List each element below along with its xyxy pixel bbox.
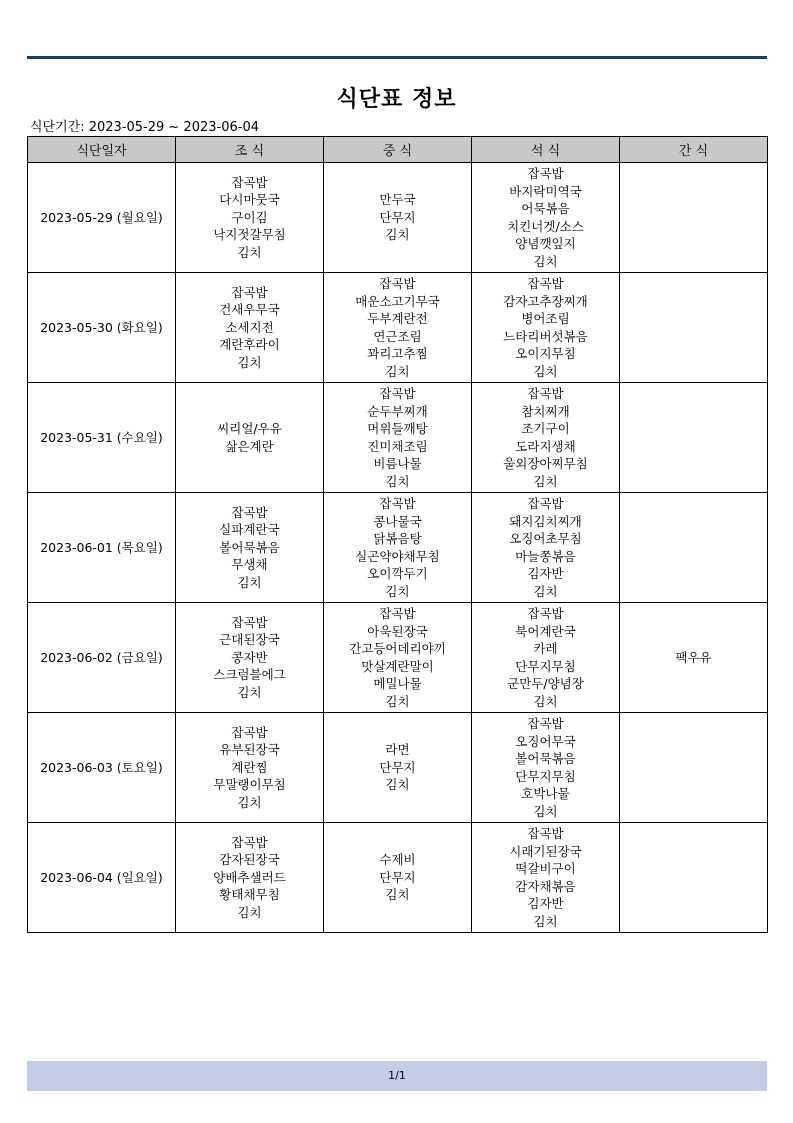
menu-item: 맛살계란말이: [361, 658, 434, 674]
snack-cell: [620, 603, 768, 713]
menu-item: 잡곡밥: [379, 496, 416, 511]
menu-item: 잡곡밥: [231, 284, 268, 300]
menu-item: 바지락미역국: [509, 183, 582, 199]
menu-item: 잡곡밥: [231, 724, 268, 740]
top-divider-line: [27, 56, 767, 59]
menu-item: 김자반: [527, 896, 564, 911]
menu-item: 팩우유: [675, 649, 712, 665]
menu-item: 무말랭이무침: [213, 777, 286, 793]
menu-item: 병어조림: [521, 311, 570, 326]
menu-item: 오징어초무침: [509, 531, 582, 546]
snack-cell: [620, 273, 768, 383]
table-row: [28, 713, 768, 823]
menu-item: 잡곡밥: [527, 716, 564, 731]
menu-item: 머위들깨탕: [367, 421, 428, 436]
snack-cell: [620, 823, 768, 933]
menu-item: 잡곡밥: [527, 386, 564, 401]
menu-item: 실곤약야채무침: [355, 548, 440, 564]
breakfast-cell: [176, 383, 324, 493]
menu-item: 감자채볶음: [515, 878, 576, 894]
menu-item: 잡곡밥: [379, 276, 416, 291]
lunch-cell: [324, 493, 472, 603]
header-lunch: 중 식: [324, 137, 472, 163]
breakfast-cell: [176, 493, 324, 603]
date-cell: 2023-06-04 (일요일): [28, 823, 176, 933]
menu-item: 아욱된장국: [367, 623, 428, 639]
menu-item: 양념깻잎지: [515, 236, 576, 251]
menu-item: 단무지무침: [515, 658, 576, 674]
snack-cell: [620, 163, 768, 273]
menu-item: 건새우무국: [219, 302, 280, 318]
menu-item: 매운소고기무국: [355, 293, 440, 309]
menu-item: 연근조림: [373, 328, 422, 344]
menu-item: 잡곡밥: [527, 166, 564, 181]
menu-item: 두부계란전: [367, 311, 428, 326]
menu-item: 김치: [533, 913, 558, 929]
page-indicator: 1/1: [388, 1069, 406, 1082]
header-dinner: 석 식: [472, 137, 620, 163]
snack-cell: [620, 383, 768, 493]
menu-item: 양배추샐러드: [213, 869, 286, 885]
menu-item: 구이김: [231, 209, 268, 225]
menu-item: 군만두/양념장: [507, 676, 584, 691]
menu-item: 감자고추장찌개: [503, 293, 588, 309]
menu-item: 김치: [385, 693, 410, 709]
menu-item: 볼어묵볶음: [219, 539, 280, 555]
menu-item: 콩자반: [231, 649, 268, 665]
menu-item: 스크럼블에그: [213, 667, 286, 683]
table-row: [28, 493, 768, 603]
menu-item: 낙지젓갈무침: [213, 227, 286, 243]
menu-item: 조기구이: [521, 421, 570, 436]
menu-item: 무생채: [231, 557, 268, 573]
menu-item: 김치: [237, 684, 262, 700]
menu-item: 떡갈비구이: [515, 861, 576, 876]
page-footer: [27, 1061, 767, 1091]
table-row: [28, 823, 768, 933]
menu-item: 김치: [533, 803, 558, 819]
menu-item: 단무지무침: [515, 768, 576, 784]
breakfast-cell: [176, 823, 324, 933]
menu-item: 김치: [385, 887, 410, 903]
table-row: [28, 603, 768, 713]
menu-item: 삶은계란: [225, 438, 274, 454]
menu-item: 황태채무침: [219, 887, 280, 903]
menu-item: 잡곡밥: [231, 614, 268, 630]
lunch-cell: [324, 163, 472, 273]
menu-item: 울외장아찌무침: [503, 456, 588, 471]
header-row: [28, 137, 768, 163]
menu-item: 치킨너겟/소스: [507, 218, 584, 234]
menu-item: 실파계란국: [219, 522, 280, 538]
menu-item: 참치찌개: [521, 403, 570, 419]
dinner-cell: [472, 163, 620, 273]
menu-item: 호박나물: [521, 786, 570, 801]
menu-item: 김치: [533, 583, 558, 599]
menu-item: 단무지: [379, 869, 416, 885]
menu-item: 소세지전: [225, 319, 274, 335]
menu-item: 메밀나물: [373, 676, 422, 691]
menu-item: 카레: [533, 641, 558, 656]
menu-item: 간고등어데리야끼: [349, 641, 446, 656]
menu-item: 씨리얼/우유: [217, 421, 282, 436]
menu-item: 마늘쫑볶음: [515, 548, 576, 564]
lunch-cell: [324, 383, 472, 493]
menu-table-body: [28, 163, 768, 933]
dinner-cell: [472, 273, 620, 383]
date-cell: 2023-06-01 (목요일): [28, 493, 176, 603]
menu-item: 김치: [385, 777, 410, 793]
menu-item: 시래기된장국: [509, 843, 582, 859]
menu-item: 근대된장국: [219, 632, 280, 648]
menu-item: 수제비: [379, 852, 416, 868]
menu-item: 잡곡밥: [231, 834, 268, 850]
snack-cell: [620, 713, 768, 823]
menu-item: 김치: [237, 574, 262, 590]
menu-item: 북어계란국: [515, 623, 576, 639]
menu-item: 감자된장국: [219, 852, 280, 868]
menu-item: 오이지무침: [515, 346, 576, 361]
date-cell: 2023-06-02 (금요일): [28, 603, 176, 713]
menu-item: 김자반: [527, 566, 564, 581]
lunch-cell: [324, 273, 472, 383]
breakfast-cell: [176, 273, 324, 383]
dinner-cell: [472, 603, 620, 713]
menu-item: 꽈리고추찜: [367, 346, 428, 361]
header-snack: 간 식: [620, 137, 768, 163]
menu-item: 계란후라이: [219, 337, 280, 353]
menu-item: 유부된장국: [219, 742, 280, 758]
menu-item: 라면: [385, 742, 410, 758]
menu-item: 잡곡밥: [379, 606, 416, 621]
menu-table: [27, 136, 768, 933]
menu-item: 진미채조림: [367, 438, 428, 454]
menu-item: 잡곡밥: [231, 174, 268, 190]
menu-item: 잡곡밥: [527, 276, 564, 291]
menu-item: 콩나물국: [373, 513, 422, 529]
lunch-cell: [324, 713, 472, 823]
menu-item: 다시마뭇국: [219, 192, 280, 208]
table-row: [28, 383, 768, 493]
menu-item: 김치: [385, 363, 410, 379]
menu-item: 잡곡밥: [527, 826, 564, 841]
menu-item: 오이깍두기: [367, 566, 428, 581]
date-cell: 2023-05-29 (월요일): [28, 163, 176, 273]
menu-item: 느타리버섯볶음: [503, 328, 588, 344]
menu-item: 김치: [237, 794, 262, 810]
date-cell: 2023-05-31 (수요일): [28, 383, 176, 493]
menu-item: 비름나물: [373, 456, 422, 471]
menu-item: 김치: [385, 227, 410, 243]
date-cell: 2023-05-30 (화요일): [28, 273, 176, 383]
menu-item: 김치: [533, 693, 558, 709]
header-breakfast: 조 식: [176, 137, 324, 163]
menu-item: 돼지김치찌개: [509, 513, 582, 529]
menu-item: 김치: [533, 253, 558, 269]
date-cell: 2023-06-03 (토요일): [28, 713, 176, 823]
menu-item: 잡곡밥: [231, 504, 268, 520]
table-row: [28, 273, 768, 383]
breakfast-cell: [176, 163, 324, 273]
menu-item: 닭볶음탕: [373, 531, 422, 546]
header-date: 식단일자: [28, 137, 176, 163]
menu-item: 도라지생채: [515, 438, 576, 454]
menu-item: 잡곡밥: [527, 496, 564, 511]
breakfast-cell: [176, 713, 324, 823]
menu-item: 김치: [533, 363, 558, 379]
menu-item: 김치: [385, 473, 410, 489]
table-row: [28, 163, 768, 273]
breakfast-cell: [176, 603, 324, 713]
page-title: 식단표 정보: [336, 87, 457, 112]
dinner-cell: [472, 383, 620, 493]
menu-item: 계란찜: [231, 759, 268, 775]
menu-item: 만두국: [379, 192, 416, 208]
menu-period: 식단기간: 2023-05-29 ~ 2023-06-04: [30, 120, 260, 135]
menu-item: 잡곡밥: [527, 606, 564, 621]
menu-item: 김치: [533, 473, 558, 489]
menu-item: 잡곡밥: [379, 386, 416, 401]
lunch-cell: [324, 603, 472, 713]
dinner-cell: [472, 713, 620, 823]
dinner-cell: [472, 823, 620, 933]
snack-cell: [620, 493, 768, 603]
menu-item: 오징어무국: [515, 733, 576, 749]
menu-item: 순두부찌개: [367, 403, 428, 419]
menu-item: 단무지: [379, 209, 416, 225]
menu-item: 단무지: [379, 759, 416, 775]
menu-item: 어묵볶음: [521, 201, 570, 216]
lunch-cell: [324, 823, 472, 933]
menu-item: 김치: [385, 583, 410, 599]
dinner-cell: [472, 493, 620, 603]
menu-item: 김치: [237, 244, 262, 260]
menu-item: 볼어묵볶음: [515, 751, 576, 766]
menu-item: 김치: [237, 904, 262, 920]
menu-item: 김치: [237, 354, 262, 370]
